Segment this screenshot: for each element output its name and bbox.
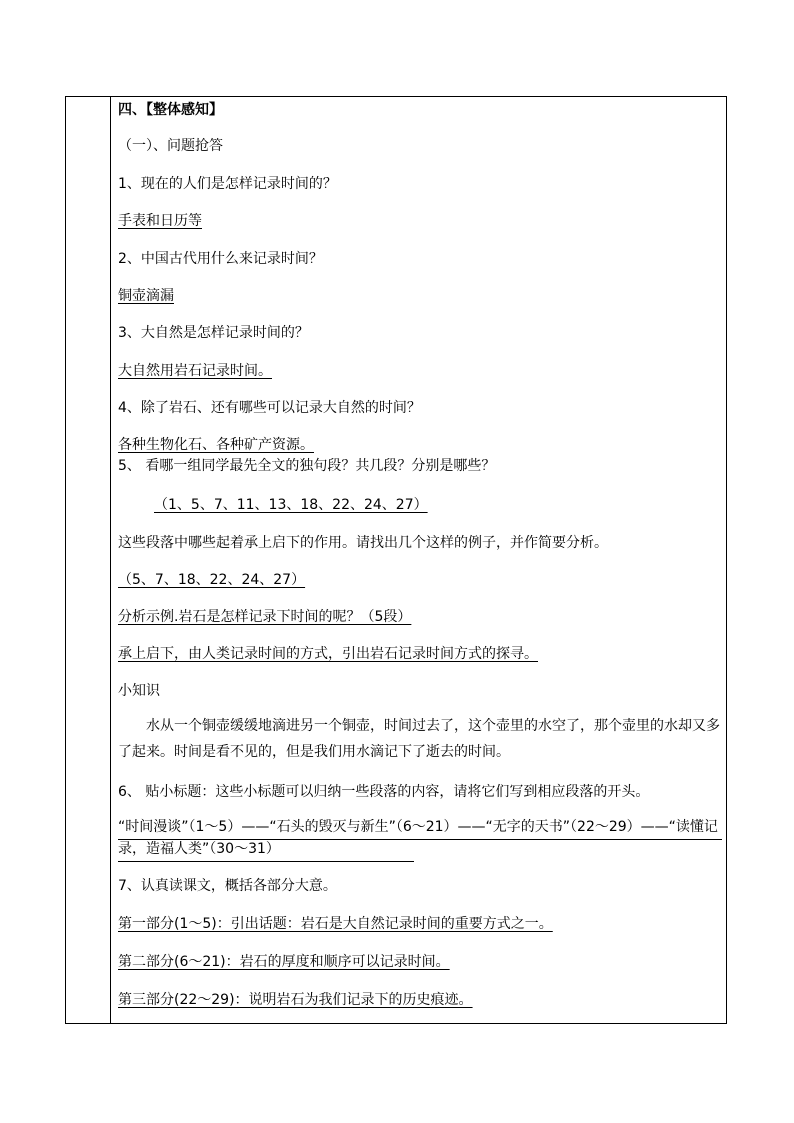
table-column-divider [110, 96, 111, 1024]
subheading: （一）、问题抢答 [118, 138, 223, 154]
section-heading: 四、【整体感知】 [118, 102, 223, 118]
question-2: 2、中国古代用什么来记录时间？ [118, 251, 323, 267]
question-3: 3、大自然是怎样记录时间的？ [118, 325, 309, 341]
answer-5b: （5、7、18、22、24、27） [118, 572, 306, 588]
answer-3: 大自然用岩石记录时间。 [118, 363, 272, 379]
answer-5: （1、5、7、11、13、18、22、24、27） [154, 497, 428, 513]
answer-1: 手表和日历等 [118, 213, 202, 229]
question-1: 1、现在的人们是怎样记录时间的？ [118, 176, 337, 192]
question-5b: 这些段落中哪些起着承上启下的作用。请找出几个这样的例子，并作简要分析。 [118, 535, 608, 551]
part-3-summary: 第三部分(22～29)：说明岩石为我们记录下的历史痕迹。 [118, 992, 473, 1008]
answer-6: “时间漫谈”（1～5）——“石头的毁灭与新生”（6～21）——“无字的天书”（22～29）——“读懂记录，造福人类”（30～31） [118, 819, 718, 857]
tip-title: 小知识 [118, 683, 160, 699]
part-2-summary: 第二部分(6～21)：岩石的厚度和顺序可以记录时间。 [118, 954, 450, 970]
answer-6-underline-1 [118, 839, 722, 840]
question-6: 6、 贴小标题：这些小标题可以归纳一些段落的内容，请将它们写到相应段落的开头。 [118, 784, 650, 800]
question-7: 7、认真读课文，概括各部分大意。 [118, 878, 337, 894]
tip-paragraph: 水从一个铜壶缓缓地滴进另一个铜壶，时间过去了，这个壶里的水空了，那个壶里的水却又多了起来。时间是看不见的，但是我们用水滴记下了逝去的时间。 [118, 718, 720, 760]
answer-6-underline-2 [118, 861, 414, 862]
question-5: 5、 看哪一组同学最先全文的独句段？共几段？分别是哪些？ [118, 458, 496, 474]
analysis-example: 分析示例.岩石是怎样记录下时间的呢？（5段） [118, 609, 412, 625]
answer-2: 铜壶滴漏 [118, 288, 174, 304]
analysis-text: 承上启下，由人类记录时间的方式，引出岩石记录时间方式的探寻。 [118, 646, 538, 662]
part-1-summary: 第一部分(1～5)：引出话题：岩石是大自然记录时间的重要方式之一。 [118, 916, 553, 932]
question-4: 4、除了岩石、还有哪些可以记录大自然的时间？ [118, 400, 421, 416]
answer-4: 各种生物化石、各种矿产资源。 [118, 437, 314, 453]
